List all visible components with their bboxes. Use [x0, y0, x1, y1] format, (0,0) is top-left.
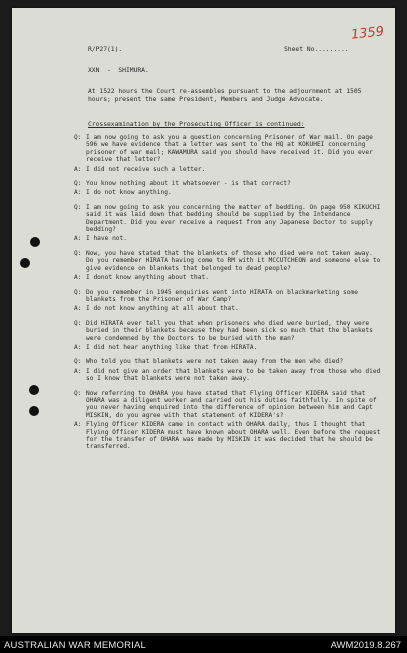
- qa-item: A: I did not give an order that blankets were to be taken away from those who died so I know that blankets were not taken away.: [74, 367, 381, 383]
- section-heading: Crossexamination by the Prosecuting Officer is continued:: [88, 120, 305, 128]
- punch-hole: [29, 385, 39, 395]
- qa-item: Q: Do you remember in 1945 enquiries went into HIRATA on blackmarketing some blankets from the Prisoner of War Camp?: [74, 288, 358, 303]
- institution-name: AUSTRALIAN WAR MEMORIAL: [4, 640, 147, 651]
- qa-item: A: I have not.: [74, 235, 127, 243]
- qa-item: Q: Who told you that blankets were not taken away from the men who died?: [74, 358, 344, 366]
- punch-hole: [20, 258, 30, 268]
- document-page: [12, 8, 395, 633]
- qa-item: Q: Now referring to OHARA you have stated that Flying Officer KIDERA said that OHARA was a diligent worker and carried out his duties faithfully. In spite of you never having enquired into the difference of opinion between him and Capt MISKIN, do you agree with that statement of KIDERA's?: [74, 389, 377, 419]
- qa-item: A: I did not hear anything like that from HIRATA.: [74, 343, 258, 351]
- qa-item: Q: You know nothing about it whatsoever - is that correct?: [74, 180, 291, 188]
- intro-paragraph: At 1522 hours the Court re-assembles pursuant to the adjournment at 1505 hours; present the same President, Members and Judge Advocate.: [88, 87, 362, 103]
- sheet-number: 1359: [350, 24, 385, 43]
- qa-item: A: I do not know anything.: [74, 189, 172, 197]
- document-reference: R/P27(1).: [88, 45, 123, 53]
- punch-hole: [30, 237, 40, 247]
- accession-number: AWM2019.8.267: [330, 640, 401, 651]
- qa-item: Q: I am now going to ask you a question concerning Prisoner of War mail. On page 596 we have evidence that a letter was sent to the HQ at KOKUHEI concerning prisoner of war mail; KAWAMURA said you should have received it. Did you ever receive that letter?: [74, 134, 373, 164]
- xxn-heading: XXN - SHIMURA.: [88, 66, 149, 74]
- qa-item: A: I did not receive such a letter.: [74, 165, 206, 173]
- punch-hole: [29, 406, 39, 416]
- qa-item: Q: Now, you have stated that the blankets of those who died were not taken away. Do you remember HIRATA having come to RM with Lt MCCUTCHEON and someone else to give evidence on blankets that belonged to dead people?: [74, 249, 381, 272]
- qa-item: Q: I am now going to ask you concerning the matter of bedding. On page 950 KIKUCHI said it was laid down that bedding should be supplied by the Intendance Department. Did you ever receive a request from any Japanese Doctor to supply bedding?: [74, 203, 381, 234]
- qa-item: A: I donot know anything about that.: [74, 274, 209, 282]
- qa-list: [74, 134, 382, 451]
- qa-item: A: I do not know anything at all about that.: [74, 305, 239, 313]
- qa-item: A: Flying Officer KIDERA came in contact with OHARA daily, thus I thought that Flying Officer KIDERA must have known about OHARA well. Even before the request for the transfer of OHARA was made by MISKIN it was decided that he should be transferred.: [74, 421, 381, 451]
- qa-item: Q: Did HIRATA ever tell you that when prisoners who died were buried, they were buried in their blankets because they had been sick so much that the blankets were condemned by the Doctors to be buried with the man?: [74, 319, 373, 342]
- footer-bar: [0, 636, 407, 653]
- sheet-label: Sheet No.........: [284, 45, 349, 53]
